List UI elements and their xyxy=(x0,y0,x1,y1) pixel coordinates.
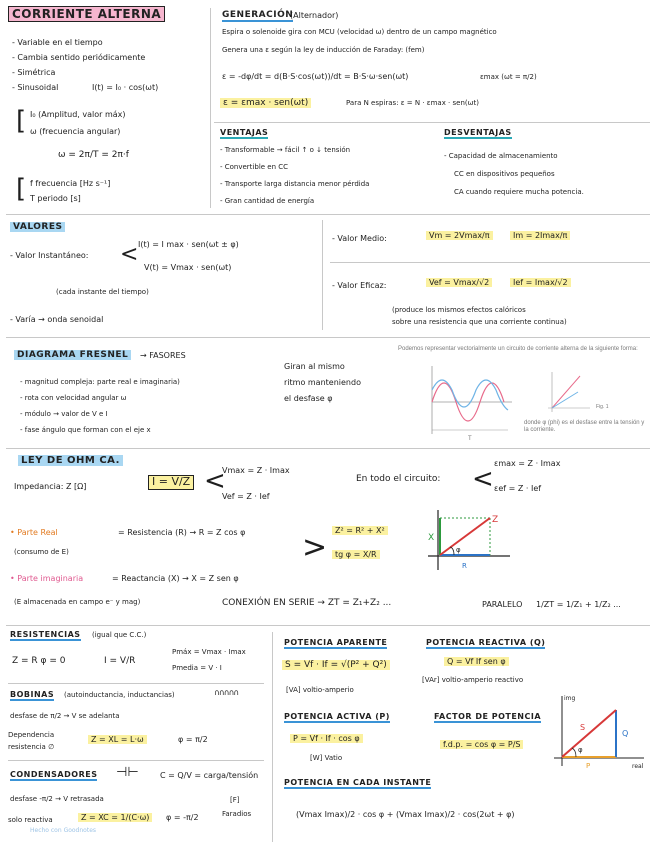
label: Impedancia: Z [Ω] xyxy=(14,482,87,491)
label: PARALELO xyxy=(482,600,523,609)
watermark: Hecho con Goodnotes xyxy=(30,827,97,834)
text-line: Dependencia xyxy=(8,731,55,739)
list-item: - Transporte larga distancia menor pérdida xyxy=(220,180,370,188)
triangle-x-label: X xyxy=(428,533,435,543)
triangle-phi-label: φ xyxy=(456,546,461,554)
section-title-potencia-instante: POTENCIA EN CADA INSTANTE xyxy=(284,778,432,787)
section-title-ohm: LEY DE OHM CA. xyxy=(18,455,123,466)
divider xyxy=(6,214,650,215)
formula: εef = Z · Ief xyxy=(494,484,542,493)
axis-label-real: real xyxy=(632,763,644,770)
text-line: desfase -π/2 → V retrasada xyxy=(10,795,104,803)
triangle-p-label: P xyxy=(586,762,591,770)
triangle-z-label: Z xyxy=(492,515,499,525)
text-line: Espira o solenoide gira con MCU (velocidad ω) dentro de un campo magnético xyxy=(222,28,497,36)
divider xyxy=(8,760,264,761)
list-item: - magnitud compleja: parte real e imaginaria) xyxy=(20,378,180,386)
section-title-resistencias: RESISTENCIAS xyxy=(10,630,81,639)
formula: ε = -dφ/dt = d(B·S·cos(ωt))/dt = B·S·ω·sen(ωt) xyxy=(222,72,409,81)
figure-caption: donde φ (phi) es el desfase entre la tensión y la corriente. xyxy=(524,420,645,434)
formula: ω = 2π/T = 2π·f xyxy=(58,150,129,160)
formula: εmax = Z · Imax xyxy=(494,459,561,468)
divider xyxy=(322,220,323,330)
formula-highlight: S = Vf · If = √(P² + Q²) xyxy=(282,660,390,670)
formula: C = Q/V = carga/tensión xyxy=(160,771,259,780)
formula-highlight: ε = εmax · sen(ωt) xyxy=(220,98,311,108)
formula: 1/ZT = 1/Z₁ + 1/Z₂ ... xyxy=(536,600,621,609)
section-title-condensadores: CONDENSADORES xyxy=(10,770,98,779)
figure-text: Podemos representar vectorialmente un circuito de corriente alterna de la siguiente forma: xyxy=(398,346,638,352)
list-item: - Transformable → fácil ↑ o ↓ tensión xyxy=(220,146,351,154)
formula: φ = π/2 xyxy=(178,735,208,744)
formula: I(t) = I₀ · cos(ωt) xyxy=(92,83,159,92)
impedance-triangle xyxy=(424,508,514,574)
list-item: - fase ángulo que forman con el eje x xyxy=(20,426,151,434)
list-item: CC en dispositivos pequeños xyxy=(454,170,555,178)
section-subtitle: (Alternador) xyxy=(290,11,339,20)
formula: I(t) = I max · sen(ωt ± φ) xyxy=(138,240,239,249)
axis-label-img: img xyxy=(564,695,576,702)
label: En todo el circuito: xyxy=(356,474,441,484)
label: - Valor Medio: xyxy=(332,234,387,243)
bracket: [ xyxy=(16,106,27,136)
formula: Vmax = Z · Imax xyxy=(222,466,290,475)
note: (produce los mismos efectos calóricos xyxy=(392,306,526,314)
formula-note: Para N espiras: ε = N · εmax · sen(ωt) xyxy=(346,99,479,107)
formula: φ = -π/2 xyxy=(166,813,199,822)
section-title-corriente-alterna: CORRIENTE ALTERNA xyxy=(8,6,165,22)
text-line: solo reactiva xyxy=(8,816,53,824)
label: • Parte Real xyxy=(10,528,58,537)
param-text: ω (frecuencia angular) xyxy=(30,127,121,136)
figure-period-label: T xyxy=(468,436,472,442)
label: - Varía → onda senoidal xyxy=(10,315,104,324)
formula: Vef = Z · Ief xyxy=(222,492,270,501)
figure-number: Fig. 1 xyxy=(596,404,609,410)
list-item: - Capacidad de almacenamiento xyxy=(444,152,558,160)
unit: [VA] voltio-amperio xyxy=(286,686,354,694)
unit: Faradios xyxy=(222,810,252,818)
formula-highlight: Vef = Vmax/√2 xyxy=(426,278,492,287)
formula-highlight: f.d.p. = cos φ = P/S xyxy=(440,740,523,749)
formula: Pmedia = V · I xyxy=(172,664,222,672)
list-item: - Sinusoidal xyxy=(12,83,59,92)
note: Giran al mismo xyxy=(284,362,345,371)
formula-highlight: Im = 2Imax/π xyxy=(510,231,570,240)
label: - Valor Eficaz: xyxy=(332,281,387,290)
section-subtitle: (autoinductancia, inductancias) xyxy=(64,691,175,699)
formula: = Reactancia (X) → X = Z sen φ xyxy=(112,574,239,583)
section-title-generacion: GENERACIÓN xyxy=(222,10,294,20)
unit: [F] xyxy=(230,796,240,804)
section-title-valores: VALORES xyxy=(10,222,65,232)
section-title-bobinas: BOBINAS xyxy=(10,690,55,699)
label: → FASORES xyxy=(140,351,186,360)
section-title-factor-potencia: FACTOR DE POTENCIA xyxy=(434,712,542,721)
note: (E almacenada en campo e⁻ y mag) xyxy=(14,598,141,606)
unit: [VAr] voltio-amperio reactivo xyxy=(422,676,524,684)
formula-highlight: P = Vf · If · cos φ xyxy=(290,734,363,743)
list-item: - rota con velocidad angular ω xyxy=(20,394,127,402)
section-title-desventajas: DESVENTAJAS xyxy=(444,128,512,137)
section-title-potencia-reactiva: POTENCIA REACTIVA (Q) xyxy=(426,638,546,647)
formula-highlight: Z² = R² + X² xyxy=(332,526,388,535)
label: • Parte imaginaria xyxy=(10,574,84,583)
formula: Z = R φ = 0 xyxy=(12,656,66,666)
formula-note: εmax (ωt = π/2) xyxy=(480,73,537,81)
divider xyxy=(6,337,650,338)
formula: (Vmax Imax)/2 · cos φ + (Vmax Imax)/2 · cos(2ωt + φ) xyxy=(296,810,515,819)
formula-highlight: Vm = 2Vmax/π xyxy=(426,231,493,240)
section-subtitle: (igual que C.C.) xyxy=(92,631,147,639)
divider xyxy=(330,262,650,263)
formula: CONEXIÓN EN SERIE → ZT = Z₁+Z₂ ... xyxy=(222,598,392,608)
divider xyxy=(6,625,650,626)
brace: < xyxy=(120,242,139,267)
note: ritmo manteniendo xyxy=(284,378,361,387)
label: - Valor Instantáneo: xyxy=(10,251,89,260)
coil-symbol: ∩∩∩∩∩ xyxy=(214,688,239,697)
note: sobre una resistencia que una corriente continua) xyxy=(392,318,567,326)
formula-highlight: tg φ = X/R xyxy=(332,550,380,559)
triangle-q-label: Q xyxy=(622,729,629,738)
formula-highlight: Z = XL = L·ω xyxy=(88,735,147,744)
unit: [W] Vatio xyxy=(310,754,343,762)
param-text: I₀ (Amplitud, valor máx) xyxy=(30,110,126,119)
divider xyxy=(210,8,211,208)
list-item: - Variable en el tiempo xyxy=(12,38,103,47)
capacitor-symbol: ⊣⊢ xyxy=(116,765,139,780)
triangle-r-label: R xyxy=(462,562,467,570)
param-text: f frecuencia [Hz s⁻¹] xyxy=(30,179,111,188)
formula: I = V/R xyxy=(104,656,136,666)
section-title-potencia-activa: POTENCIA ACTIVA (P) xyxy=(284,712,390,721)
param-text: T periodo [s] xyxy=(30,194,81,203)
list-item: - Simétrica xyxy=(12,68,56,77)
list-item: - Cambia sentido periódicamente xyxy=(12,53,146,62)
formula-highlight: Ief = Imax/√2 xyxy=(510,278,571,287)
section-title-fresnel: DIAGRAMA FRESNEL xyxy=(14,350,131,360)
text-line: Genera una ε según la ley de inducción de Faraday: (fem) xyxy=(222,46,425,54)
formula-highlight: I = V/Z xyxy=(148,475,194,490)
section-title-ventajas: VENTAJAS xyxy=(220,128,269,137)
brace: > xyxy=(302,530,328,565)
list-item: - Convertible en CC xyxy=(220,163,289,171)
divider xyxy=(8,683,264,684)
section-title-potencia-aparente: POTENCIA APARENTE xyxy=(284,638,388,647)
divider xyxy=(272,632,273,842)
text-line: resistencia ∅ xyxy=(8,743,55,751)
note: (consumo de E) xyxy=(14,548,69,556)
divider xyxy=(214,122,650,123)
formula: = Resistencia (R) → R = Z cos φ xyxy=(118,528,246,537)
formula-highlight: Z = XC = 1/(C·ω) xyxy=(78,813,152,822)
formula: V(t) = Vmax · sen(ωt) xyxy=(144,263,232,272)
list-item: CA cuando requiere mucha potencia. xyxy=(454,188,584,196)
formula-highlight: Q = Vf If sen φ xyxy=(444,657,509,666)
list-item: - Gran cantidad de energía xyxy=(220,197,315,205)
triangle-s-label: S xyxy=(580,723,586,732)
power-triangle xyxy=(550,690,650,772)
brace: < xyxy=(204,466,226,496)
bracket: [ xyxy=(16,174,27,204)
triangle-phi-label: φ xyxy=(578,746,583,754)
brace: < xyxy=(472,464,494,494)
note: el desfase φ xyxy=(284,394,333,403)
list-item: - módulo → valor de V e I xyxy=(20,410,108,418)
formula: Pmáx = Vmax · Imax xyxy=(172,648,246,656)
note: (cada instante del tiempo) xyxy=(56,288,149,296)
text-line: desfase de π/2 → V se adelanta xyxy=(10,712,120,720)
divider xyxy=(6,448,650,449)
